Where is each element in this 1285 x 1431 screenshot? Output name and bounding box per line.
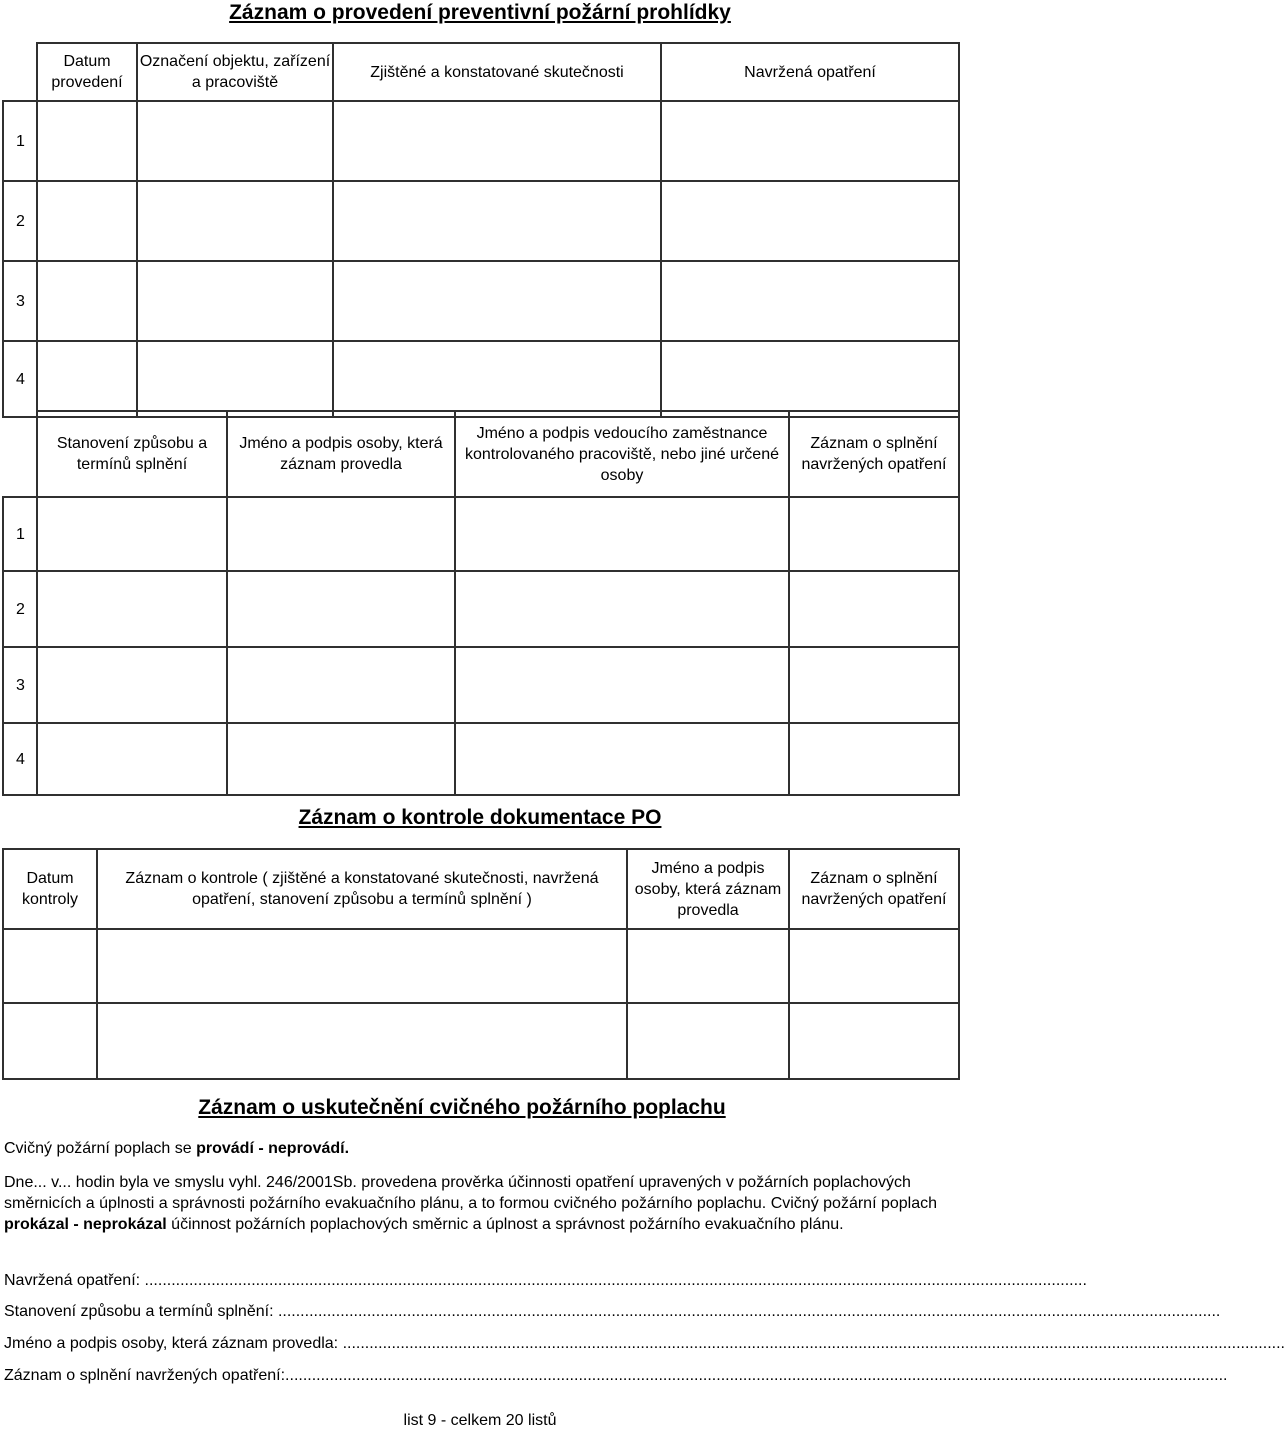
header-completion: Záznam o splnění navržených opatření bbox=[789, 849, 959, 929]
cell[interactable] bbox=[137, 181, 333, 261]
page-title: Záznam o provedení preventivní požární prohlídky bbox=[229, 1, 731, 24]
cell[interactable] bbox=[227, 647, 455, 723]
section-title-drill: Záznam o uskutečnění cvičného požárního poplachu bbox=[198, 1096, 726, 1119]
table-row bbox=[3, 497, 959, 571]
cell[interactable] bbox=[455, 571, 789, 647]
cell[interactable] bbox=[789, 1003, 959, 1079]
header-measures: Navržená opatření bbox=[661, 43, 959, 101]
cell[interactable] bbox=[789, 647, 959, 723]
cell[interactable] bbox=[455, 497, 789, 571]
table-row bbox=[3, 101, 959, 181]
cell[interactable] bbox=[37, 497, 227, 571]
cell[interactable] bbox=[97, 929, 627, 1003]
cell[interactable] bbox=[661, 341, 959, 417]
measures-table bbox=[2, 410, 960, 796]
cell[interactable] bbox=[3, 929, 97, 1003]
cell[interactable] bbox=[97, 1003, 627, 1079]
cell[interactable] bbox=[661, 181, 959, 261]
section-title-documentation: Záznam o kontrole dokumentace PO bbox=[298, 806, 662, 829]
cell[interactable] bbox=[627, 929, 789, 1003]
cell[interactable] bbox=[37, 101, 137, 181]
cell[interactable] bbox=[333, 181, 661, 261]
row-number: 4 bbox=[3, 723, 37, 795]
table-row bbox=[3, 181, 959, 261]
cell[interactable] bbox=[37, 571, 227, 647]
header-control-date: Datum kontroly bbox=[3, 849, 97, 929]
table-row bbox=[3, 929, 959, 1003]
header-deadline: Stanovení způsobu a termínů splnění bbox=[37, 411, 227, 497]
cell[interactable] bbox=[789, 723, 959, 795]
cell[interactable] bbox=[789, 571, 959, 647]
cell[interactable] bbox=[37, 181, 137, 261]
cell[interactable] bbox=[3, 1003, 97, 1079]
cell[interactable] bbox=[661, 261, 959, 341]
header-supervisor: Jméno a podpis vedoucího zaměstnance kontrolovaného pracoviště, nebo jiné určené osoby bbox=[455, 411, 789, 497]
cell[interactable] bbox=[627, 1003, 789, 1079]
inspection-table bbox=[2, 42, 960, 418]
row-number: 2 bbox=[3, 571, 37, 647]
field-completion[interactable]: Záznam o splnění navržených opatření:.................................................................................................................................................................................................................... bbox=[4, 1367, 1228, 1384]
cell[interactable] bbox=[227, 723, 455, 795]
cell[interactable] bbox=[789, 497, 959, 571]
cell[interactable] bbox=[333, 261, 661, 341]
row-number: 3 bbox=[3, 647, 37, 723]
cell[interactable] bbox=[37, 261, 137, 341]
table-row bbox=[3, 341, 959, 417]
field-recorder[interactable]: Jméno a podpis osoby, která záznam provedla: .................................................................................................................................................................................................................... bbox=[4, 1335, 1285, 1352]
row-number: 3 bbox=[3, 261, 37, 341]
drill-paragraph: Dne... v... hodin byla ve smyslu vyhl. 246/2001Sb. provedena prověrka účinnosti opatření upravených v požárních poplachových směrnicích a úplnosti a správnosti požárního evakuačního plánu, a to formou cvičného požárního poplachu. Cvičný požární poplach prokázal - neprokázal účinnost požárních poplachových směrnic a úplnost a správnost požárního evakuačního plánu. bbox=[4, 1174, 937, 1233]
drill-status-line: Cvičný požární poplach se provádí - neprovádí. bbox=[4, 1140, 350, 1157]
table-row bbox=[3, 723, 959, 795]
header-completion: Záznam o splnění navržených opatření bbox=[789, 411, 959, 497]
table-row bbox=[3, 571, 959, 647]
header-recorder: Jméno a podpis osoby, která záznam provedla bbox=[227, 411, 455, 497]
cell[interactable] bbox=[37, 647, 227, 723]
header-findings: Zjištěné a konstatované skutečnosti bbox=[333, 43, 661, 101]
field-measures[interactable]: Navržená opatření: .................................................................................................................................................................................................................... bbox=[4, 1272, 1087, 1289]
cell[interactable] bbox=[137, 261, 333, 341]
cell[interactable] bbox=[789, 929, 959, 1003]
row-number: 1 bbox=[3, 101, 37, 181]
page-footer: list 9 - celkem 20 listů bbox=[403, 1412, 557, 1429]
cell[interactable] bbox=[137, 101, 333, 181]
row-number: 1 bbox=[3, 497, 37, 571]
row-number: 4 bbox=[3, 341, 37, 417]
cell[interactable] bbox=[227, 497, 455, 571]
cell[interactable] bbox=[455, 723, 789, 795]
table-row bbox=[3, 261, 959, 341]
field-deadline[interactable]: Stanovení způsobu a termínů splnění: .................................................................................................................................................................................................................... bbox=[4, 1303, 1221, 1320]
header-control-record: Záznam o kontrole ( zjištěné a konstatované skutečnosti, navržená opatření, stanovení způsobu a termínů splnění ) bbox=[97, 849, 627, 929]
cell[interactable] bbox=[333, 341, 661, 417]
table-row bbox=[3, 647, 959, 723]
cell[interactable] bbox=[661, 101, 959, 181]
cell[interactable] bbox=[455, 647, 789, 723]
cell[interactable] bbox=[227, 571, 455, 647]
cell[interactable] bbox=[37, 341, 137, 417]
cell[interactable] bbox=[333, 101, 661, 181]
documentation-table bbox=[2, 848, 960, 1080]
table-row bbox=[3, 1003, 959, 1079]
header-date: Datum provedení bbox=[37, 43, 137, 101]
header-recorder: Jméno a podpis osoby, která záznam provedla bbox=[627, 849, 789, 929]
row-number: 2 bbox=[3, 181, 37, 261]
cell[interactable] bbox=[37, 723, 227, 795]
header-object: Označení objektu, zařízení a pracoviště bbox=[137, 43, 333, 101]
cell[interactable] bbox=[137, 341, 333, 417]
